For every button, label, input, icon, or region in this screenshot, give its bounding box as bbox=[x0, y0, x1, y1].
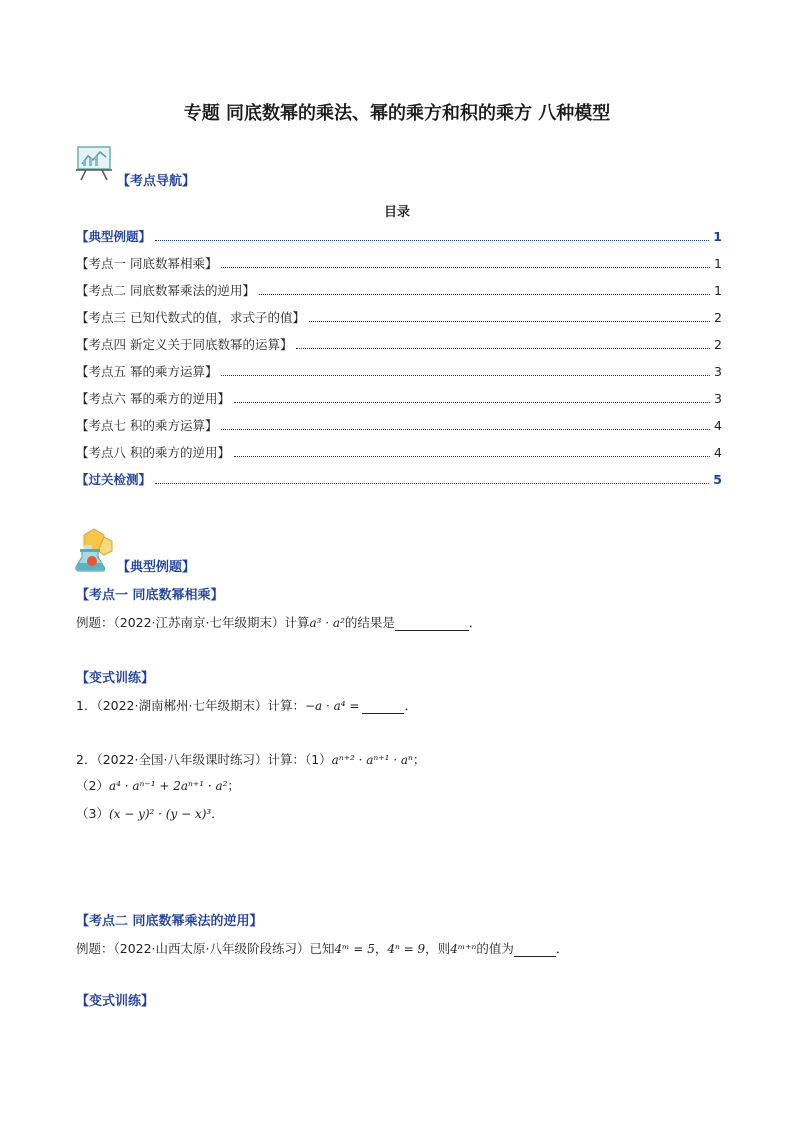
example-math-b: 4ⁿ = 9 bbox=[387, 942, 426, 956]
variant-training-heading-2: 【变式训练】 bbox=[76, 994, 155, 1009]
page-title: 专题 同底数幂的乘法、幂的乘方和积的乘方 八种模型 bbox=[183, 103, 611, 124]
q2-label-3: （3） bbox=[76, 806, 109, 821]
kp2-heading: 【考点二 同底数幂乘法的逆用】 bbox=[76, 914, 263, 929]
toc-item-kp6[interactable] bbox=[76, 389, 722, 407]
toc-item-kp7[interactable] bbox=[76, 416, 722, 434]
kp1-heading: 【考点一 同底数幂相乘】 bbox=[76, 588, 224, 603]
toc-leader bbox=[155, 240, 709, 241]
toc-item-kp4[interactable] bbox=[76, 335, 722, 353]
toc-item-typical[interactable] bbox=[76, 227, 722, 245]
toc-item-page: 5 bbox=[713, 472, 722, 487]
toc-leader bbox=[259, 294, 710, 295]
example-text-suffix: 的结果是 bbox=[344, 615, 395, 630]
example-math-c: 4ᵐ⁺ⁿ bbox=[450, 942, 477, 956]
typical-examples-heading: 【典型例题】 bbox=[117, 560, 196, 575]
q1-text: 1．（2022·湖南郴州·七年级期末）计算： bbox=[76, 698, 305, 713]
question-2-part-3 bbox=[76, 804, 224, 822]
toc-item-label: 【考点七 积的乘方运算】 bbox=[76, 418, 218, 433]
toc-item-kp3[interactable] bbox=[76, 308, 722, 326]
toc-item-page: 1 bbox=[714, 283, 722, 298]
toc-leader bbox=[221, 429, 710, 430]
period: ． bbox=[211, 806, 224, 821]
toc-item-label: 【考点四 新定义关于同底数幂的运算】 bbox=[76, 337, 293, 352]
toc-leader bbox=[155, 483, 709, 484]
toc-leader bbox=[234, 402, 710, 403]
question-1 bbox=[76, 696, 417, 714]
toc-item-kp8[interactable] bbox=[76, 443, 722, 461]
toc-item-label: 【考点八 积的乘方的逆用】 bbox=[76, 445, 230, 460]
presentation-board-icon bbox=[74, 144, 116, 182]
toc-item-label: 【考点三 已知代数式的值，求式子的值】 bbox=[76, 310, 305, 325]
toc-leader bbox=[296, 348, 710, 349]
toc-leader bbox=[221, 375, 710, 376]
answer-blank[interactable] bbox=[514, 941, 556, 957]
period: ． bbox=[404, 698, 417, 713]
kp2-example bbox=[76, 939, 568, 957]
separator: ； bbox=[227, 778, 240, 793]
toc-item-page: 4 bbox=[714, 418, 722, 433]
toc-item-label: 【考点二 同底数幂乘法的逆用】 bbox=[76, 283, 255, 298]
answer-blank[interactable] bbox=[395, 615, 469, 631]
toc-item-page: 3 bbox=[714, 391, 722, 406]
toc-item-label: 【过关检测】 bbox=[76, 472, 152, 487]
toc-item-page: 3 bbox=[714, 364, 722, 379]
table-of-contents bbox=[76, 227, 722, 487]
toc-item-label: 【考点六 幂的乘方的逆用】 bbox=[76, 391, 230, 406]
q2-math-2: a⁴ · aⁿ⁻¹ + 2aⁿ⁺¹ · a² bbox=[108, 779, 228, 793]
question-2-part-2 bbox=[76, 776, 240, 794]
toc-item-page: 4 bbox=[714, 445, 722, 460]
example-text: 例题：（2022·山西太原·八年级阶段练习）已知 bbox=[76, 941, 335, 956]
separator: ； bbox=[412, 752, 426, 767]
flask-icon bbox=[72, 527, 118, 573]
example-math: a³ · a² bbox=[309, 616, 345, 630]
toc-item-kp2[interactable] bbox=[76, 281, 722, 299]
example-text-suffix: 的值为 bbox=[476, 941, 514, 956]
toc-item-kp5[interactable] bbox=[76, 362, 722, 380]
then-text: ，则 bbox=[425, 941, 451, 956]
q2-math-3: (x − y)² · (y − x)³ bbox=[108, 807, 212, 821]
toc-item-label: 【典型例题】 bbox=[76, 229, 152, 244]
toc-leader bbox=[221, 267, 710, 268]
q2-label-2: （2） bbox=[76, 778, 109, 793]
q2-text: 2．（2022·全国·八年级课时练习）计算：（1） bbox=[76, 752, 332, 767]
kp1-example bbox=[76, 613, 481, 631]
example-text: 例题：（2022·江苏南京·七年级期末）计算 bbox=[76, 615, 310, 630]
toc-item-kp1[interactable] bbox=[76, 254, 722, 272]
toc-item-page: 1 bbox=[713, 229, 722, 244]
toc-item-label: 【考点一 同底数幂相乘】 bbox=[76, 256, 218, 271]
toc-leader bbox=[309, 321, 710, 322]
toc-item-test[interactable] bbox=[76, 470, 722, 488]
q2-math-1: aⁿ⁺² · aⁿ⁺¹ · aⁿ bbox=[331, 753, 413, 767]
toc-item-page: 2 bbox=[714, 310, 722, 325]
answer-blank[interactable] bbox=[362, 698, 404, 714]
example-math-a: 4ᵐ = 5 bbox=[334, 942, 375, 956]
toc-heading: 目录 bbox=[383, 205, 410, 220]
variant-training-heading-1: 【变式训练】 bbox=[76, 671, 155, 686]
toc-item-page: 2 bbox=[714, 337, 722, 352]
toc-item-page: 1 bbox=[714, 256, 722, 271]
comma: ， bbox=[374, 941, 388, 956]
toc-leader bbox=[234, 456, 710, 457]
q1-math: −a · a⁴ = bbox=[304, 699, 360, 713]
period: ． bbox=[468, 615, 482, 630]
question-2 bbox=[76, 750, 425, 768]
nav-heading: 【考点导航】 bbox=[117, 174, 196, 189]
toc-item-label: 【考点五 幂的乘方运算】 bbox=[76, 364, 218, 379]
period: ． bbox=[555, 941, 569, 956]
